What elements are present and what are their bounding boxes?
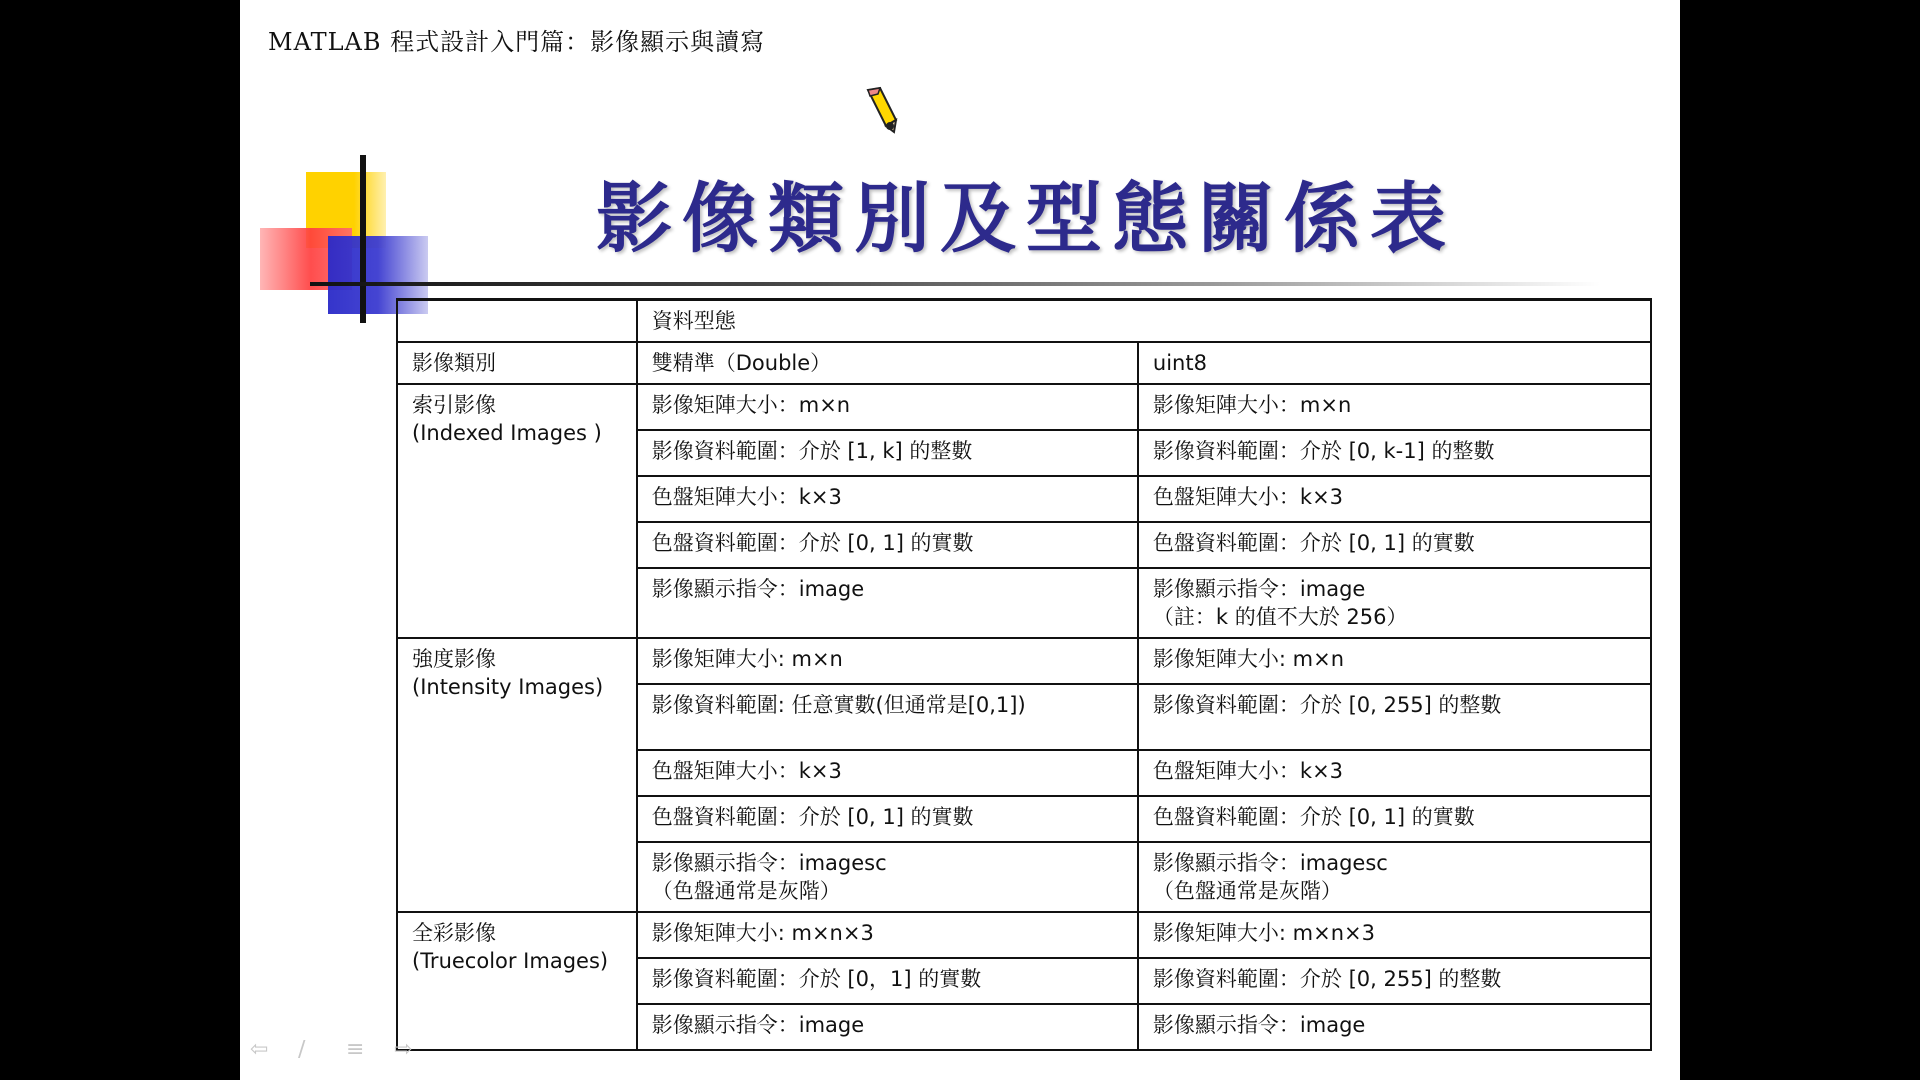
pen-icon[interactable]: ∕ — [298, 1037, 306, 1062]
double-value-cell — [637, 796, 1138, 842]
pencil-cursor-icon — [862, 86, 902, 138]
table-row — [397, 638, 1651, 684]
uint8-value-text: 影像顯示指令：image — [1152, 577, 1366, 601]
double-value-text: 影像矩陣大小: m×n — [651, 647, 843, 671]
double-value-cell — [637, 958, 1138, 1004]
back-arrow-icon[interactable]: ⇦ — [250, 1037, 269, 1062]
uint8-value-text: 色盤矩陣大小：k×3 — [1152, 759, 1344, 783]
uint8-value-text: 影像矩陣大小: m×n×3 — [1152, 921, 1375, 945]
uint8-value-text: 影像資料範圍：介於 [0, k-1] 的整數 — [1152, 439, 1495, 463]
double-value-cell — [637, 842, 1138, 912]
double-value-cell — [637, 638, 1138, 684]
uint8-value-cell — [1138, 684, 1651, 750]
uint8-value-cell — [1138, 522, 1651, 568]
slide-title: 影像類別及型態關係表 — [596, 174, 1456, 263]
image-category-cell — [397, 912, 637, 1050]
double-value-note: （色盤通常是灰階） — [651, 879, 841, 903]
double-value-cell — [637, 750, 1138, 796]
double-value-text: 影像資料範圍: 任意實數(但通常是[0,1]) — [651, 693, 1026, 717]
uint8-value-text: 影像資料範圍：介於 [0, 255] 的整數 — [1152, 693, 1502, 717]
uint8-type-label: uint8 — [1138, 342, 1651, 384]
slide — [240, 0, 1680, 1080]
category-english-name: (Indexed Images ) — [412, 421, 602, 445]
category-name: 全彩影像 — [412, 921, 496, 945]
double-value-cell — [637, 1004, 1138, 1050]
forward-arrow-icon[interactable]: ⇨ — [394, 1037, 413, 1062]
double-value-cell — [637, 684, 1138, 750]
image-category-cell — [397, 638, 637, 912]
title-underline — [310, 282, 1600, 286]
uint8-value-text: 影像矩陣大小：m×n — [1152, 393, 1352, 417]
uint8-value-text: 影像矩陣大小: m×n — [1152, 647, 1345, 671]
header-data-type-cell: 資料型態 — [637, 300, 1651, 343]
uint8-value-cell — [1138, 1004, 1651, 1050]
category-name: 強度影像 — [412, 647, 496, 671]
table-row — [397, 384, 1651, 430]
menu-icon[interactable]: ≡ — [346, 1037, 365, 1062]
double-value-cell — [637, 476, 1138, 522]
double-value-text: 影像矩陣大小: m×n×3 — [651, 921, 874, 945]
double-value-text: 色盤矩陣大小：k×3 — [651, 759, 842, 783]
header-title: MATLAB 程式設計入門篇：影像顯示與讀寫 — [268, 28, 766, 56]
double-type-label: 雙精準（Double） — [637, 342, 1138, 384]
uint8-value-text: 色盤矩陣大小：k×3 — [1152, 485, 1344, 509]
double-value-cell — [637, 384, 1138, 430]
double-value-text: 影像顯示指令：imagesc — [651, 851, 887, 875]
uint8-value-cell — [1138, 958, 1651, 1004]
table-row — [397, 912, 1651, 958]
double-value-text: 影像資料範圍：介於 [1, k] 的整數 — [651, 439, 973, 463]
double-value-cell — [637, 522, 1138, 568]
uint8-value-note: （色盤通常是灰階） — [1152, 879, 1342, 903]
category-english-name: (Truecolor Images) — [412, 949, 609, 973]
double-value-text: 影像顯示指令：image — [651, 1013, 865, 1037]
double-value-text: 色盤資料範圍：介於 [0, 1] 的實數 — [651, 531, 974, 555]
uint8-value-cell — [1138, 476, 1651, 522]
table-container — [396, 298, 1652, 1051]
image-type-table — [396, 298, 1652, 1051]
uint8-value-text: 影像顯示指令：image — [1152, 1013, 1366, 1037]
uint8-value-cell — [1138, 912, 1651, 958]
double-value-cell — [637, 568, 1138, 638]
uint8-value-cell — [1138, 384, 1651, 430]
uint8-value-text: 影像資料範圍：介於 [0, 255] 的整數 — [1152, 967, 1502, 991]
double-value-cell — [637, 912, 1138, 958]
uint8-value-cell — [1138, 430, 1651, 476]
uint8-value-note: （註：k 的值不大於 256） — [1152, 605, 1408, 629]
header-empty-cell — [397, 300, 637, 343]
category-english-name: (Intensity Images) — [412, 675, 604, 699]
uint8-value-text: 影像顯示指令：imagesc — [1152, 851, 1388, 875]
uint8-value-text: 色盤資料範圍：介於 [0, 1] 的實數 — [1152, 805, 1475, 829]
double-value-text: 影像顯示指令：image — [651, 577, 865, 601]
double-value-text: 色盤矩陣大小：k×3 — [651, 485, 842, 509]
double-value-text: 色盤資料範圍：介於 [0, 1] 的實數 — [651, 805, 974, 829]
double-value-cell — [637, 430, 1138, 476]
image-category-cell — [397, 384, 637, 638]
table-header-row — [397, 300, 1651, 343]
image-class-label: 影像類別 — [397, 342, 637, 384]
uint8-value-cell — [1138, 796, 1651, 842]
slide-nav-controls — [250, 1037, 418, 1062]
uint8-value-cell — [1138, 750, 1651, 796]
uint8-value-cell — [1138, 568, 1651, 638]
deco-vertical-line — [360, 155, 366, 323]
double-value-text: 影像資料範圍：介於 [0，1] 的實數 — [651, 967, 982, 991]
double-value-text: 影像矩陣大小：m×n — [651, 393, 851, 417]
category-name: 索引影像 — [412, 393, 496, 417]
uint8-value-text: 色盤資料範圍：介於 [0, 1] 的實數 — [1152, 531, 1475, 555]
uint8-value-cell — [1138, 638, 1651, 684]
uint8-value-cell — [1138, 842, 1651, 912]
type-row — [397, 342, 1651, 384]
